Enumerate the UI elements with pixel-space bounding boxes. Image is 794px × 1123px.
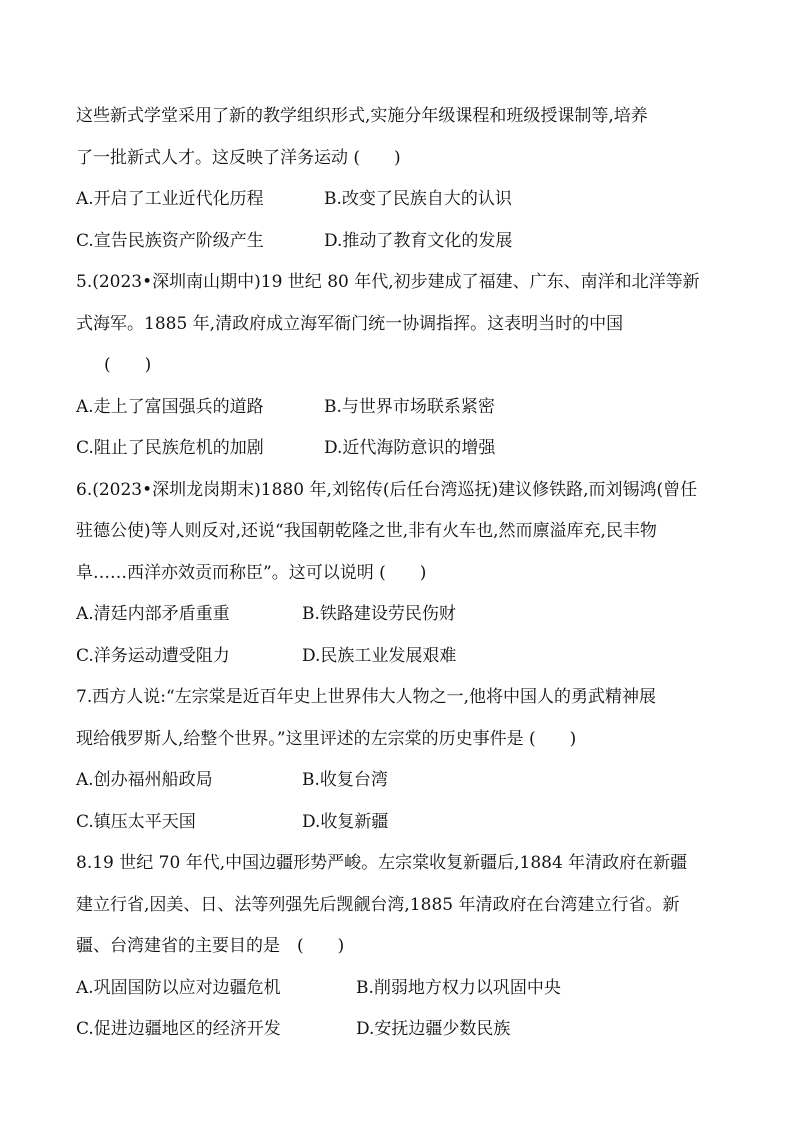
question-4-option-b: B.改变了民族自大的认识 xyxy=(324,189,512,209)
question-8-stem-line-1: 8.19 世纪 70 年代,中国边疆形势严峻。左宗棠收复新疆后,1884 年清政府在新疆 xyxy=(76,853,688,873)
question-5 xyxy=(76,262,726,470)
document-page xyxy=(76,96,726,1051)
question-8-option-a: A.巩固国防以应对边疆危机 xyxy=(76,977,281,998)
question-8-option-b: B.削弱地方权力以巩固中央 xyxy=(356,977,561,998)
question-4-option-a: A.开启了工业近代化历程 xyxy=(76,189,264,209)
question-6-option-c: C.洋务运动遭受阻力 xyxy=(76,645,230,666)
question-6-options-row-1 xyxy=(76,594,726,636)
question-4-option-c: C.宣告民族资产阶级产生 xyxy=(76,230,264,251)
question-4-options-row-1 xyxy=(76,179,726,221)
question-8-stem-line-2: 建立行省,因美、日、法等列强先后觊觎台湾,1885 年清政府在台湾建立行省。新 xyxy=(76,894,680,915)
question-7-stem-line-1: 7.西方人说:“左宗棠是近百年史上世界伟大人物之一,他将中国人的勇武精神展 xyxy=(76,687,657,707)
question-8-options-row-2 xyxy=(76,1009,726,1051)
question-6 xyxy=(76,470,726,678)
question-6-option-a: A.清廷内部矛盾重重 xyxy=(76,604,230,624)
question-7-options-row-2 xyxy=(76,802,726,844)
question-7-option-c: C.镇压太平天国 xyxy=(76,811,196,832)
question-5-option-c: C.阻止了民族危机的加剧 xyxy=(76,438,264,458)
question-4-stem-line-1: 这些新式学堂采用了新的教学组织形式,实施分年级课程和班级授课制等,培养 xyxy=(76,106,648,126)
question-6-option-b: B.铁路建设劳民伤财 xyxy=(302,604,456,624)
question-7-option-d: D.收复新疆 xyxy=(302,811,389,832)
question-6-stem-line-2: 驻德公使)等人则反对,还说“我国朝乾隆之世,非有火车也,然而廪溢库充,民丰物 xyxy=(76,521,657,541)
question-7-options-row-1 xyxy=(76,760,726,802)
question-4-stem-line-2: 了一批新式人才。这反映了洋务运动 ( ) xyxy=(76,147,401,168)
question-5-option-a: A.走上了富国强兵的道路 xyxy=(76,396,264,417)
question-8-option-c: C.促进边疆地区的经济开发 xyxy=(76,1019,281,1039)
question-8 xyxy=(76,843,726,1051)
question-5-stem-line-3: ( ) xyxy=(104,355,152,375)
question-6-options-row-2 xyxy=(76,636,726,678)
question-5-options-row-2 xyxy=(76,428,726,470)
question-5-stem-line-2: 式海军。1885 年,清政府成立海军衙门统一协调指挥。这表明当时的中国 xyxy=(76,313,624,334)
question-5-option-d: D.近代海防意识的增强 xyxy=(324,438,496,458)
question-4-option-d: D.推动了教育文化的发展 xyxy=(324,230,513,251)
question-6-stem-line-3: 阜……西洋亦效贡而称臣”。这可以说明 ( ) xyxy=(76,562,427,583)
question-5-options-row-1 xyxy=(76,387,726,429)
question-7-option-a: A.创办福州船政局 xyxy=(76,770,213,790)
question-7-stem-line-2: 现给俄罗斯人,给整个世界。”这里评述的左宗棠的历史事件是 ( ) xyxy=(76,728,577,749)
question-6-stem-line-1: 6.(2023•深圳龙岗期末)1880 年,刘铭传(后任台湾巡抚)建议修铁路,而刘锡鸿(曾任 xyxy=(76,479,698,500)
question-5-option-b: B.与世界市场联系紧密 xyxy=(324,396,495,417)
question-7 xyxy=(76,677,726,843)
question-8-option-d: D.安抚边疆少数民族 xyxy=(356,1019,511,1039)
question-5-stem-line-1: 5.(2023•深圳南山期中)19 世纪 80 年代,初步建成了福建、广东、南洋和北洋等新 xyxy=(76,272,700,292)
question-7-option-b: B.收复台湾 xyxy=(302,770,388,790)
question-4-options-row-2 xyxy=(76,221,726,263)
question-4 xyxy=(76,96,726,262)
question-6-option-d: D.民族工业发展艰难 xyxy=(302,645,457,666)
question-8-options-row-1 xyxy=(76,968,726,1010)
question-8-stem-line-3: 疆、台湾建省的主要目的是 ( ) xyxy=(76,936,345,956)
